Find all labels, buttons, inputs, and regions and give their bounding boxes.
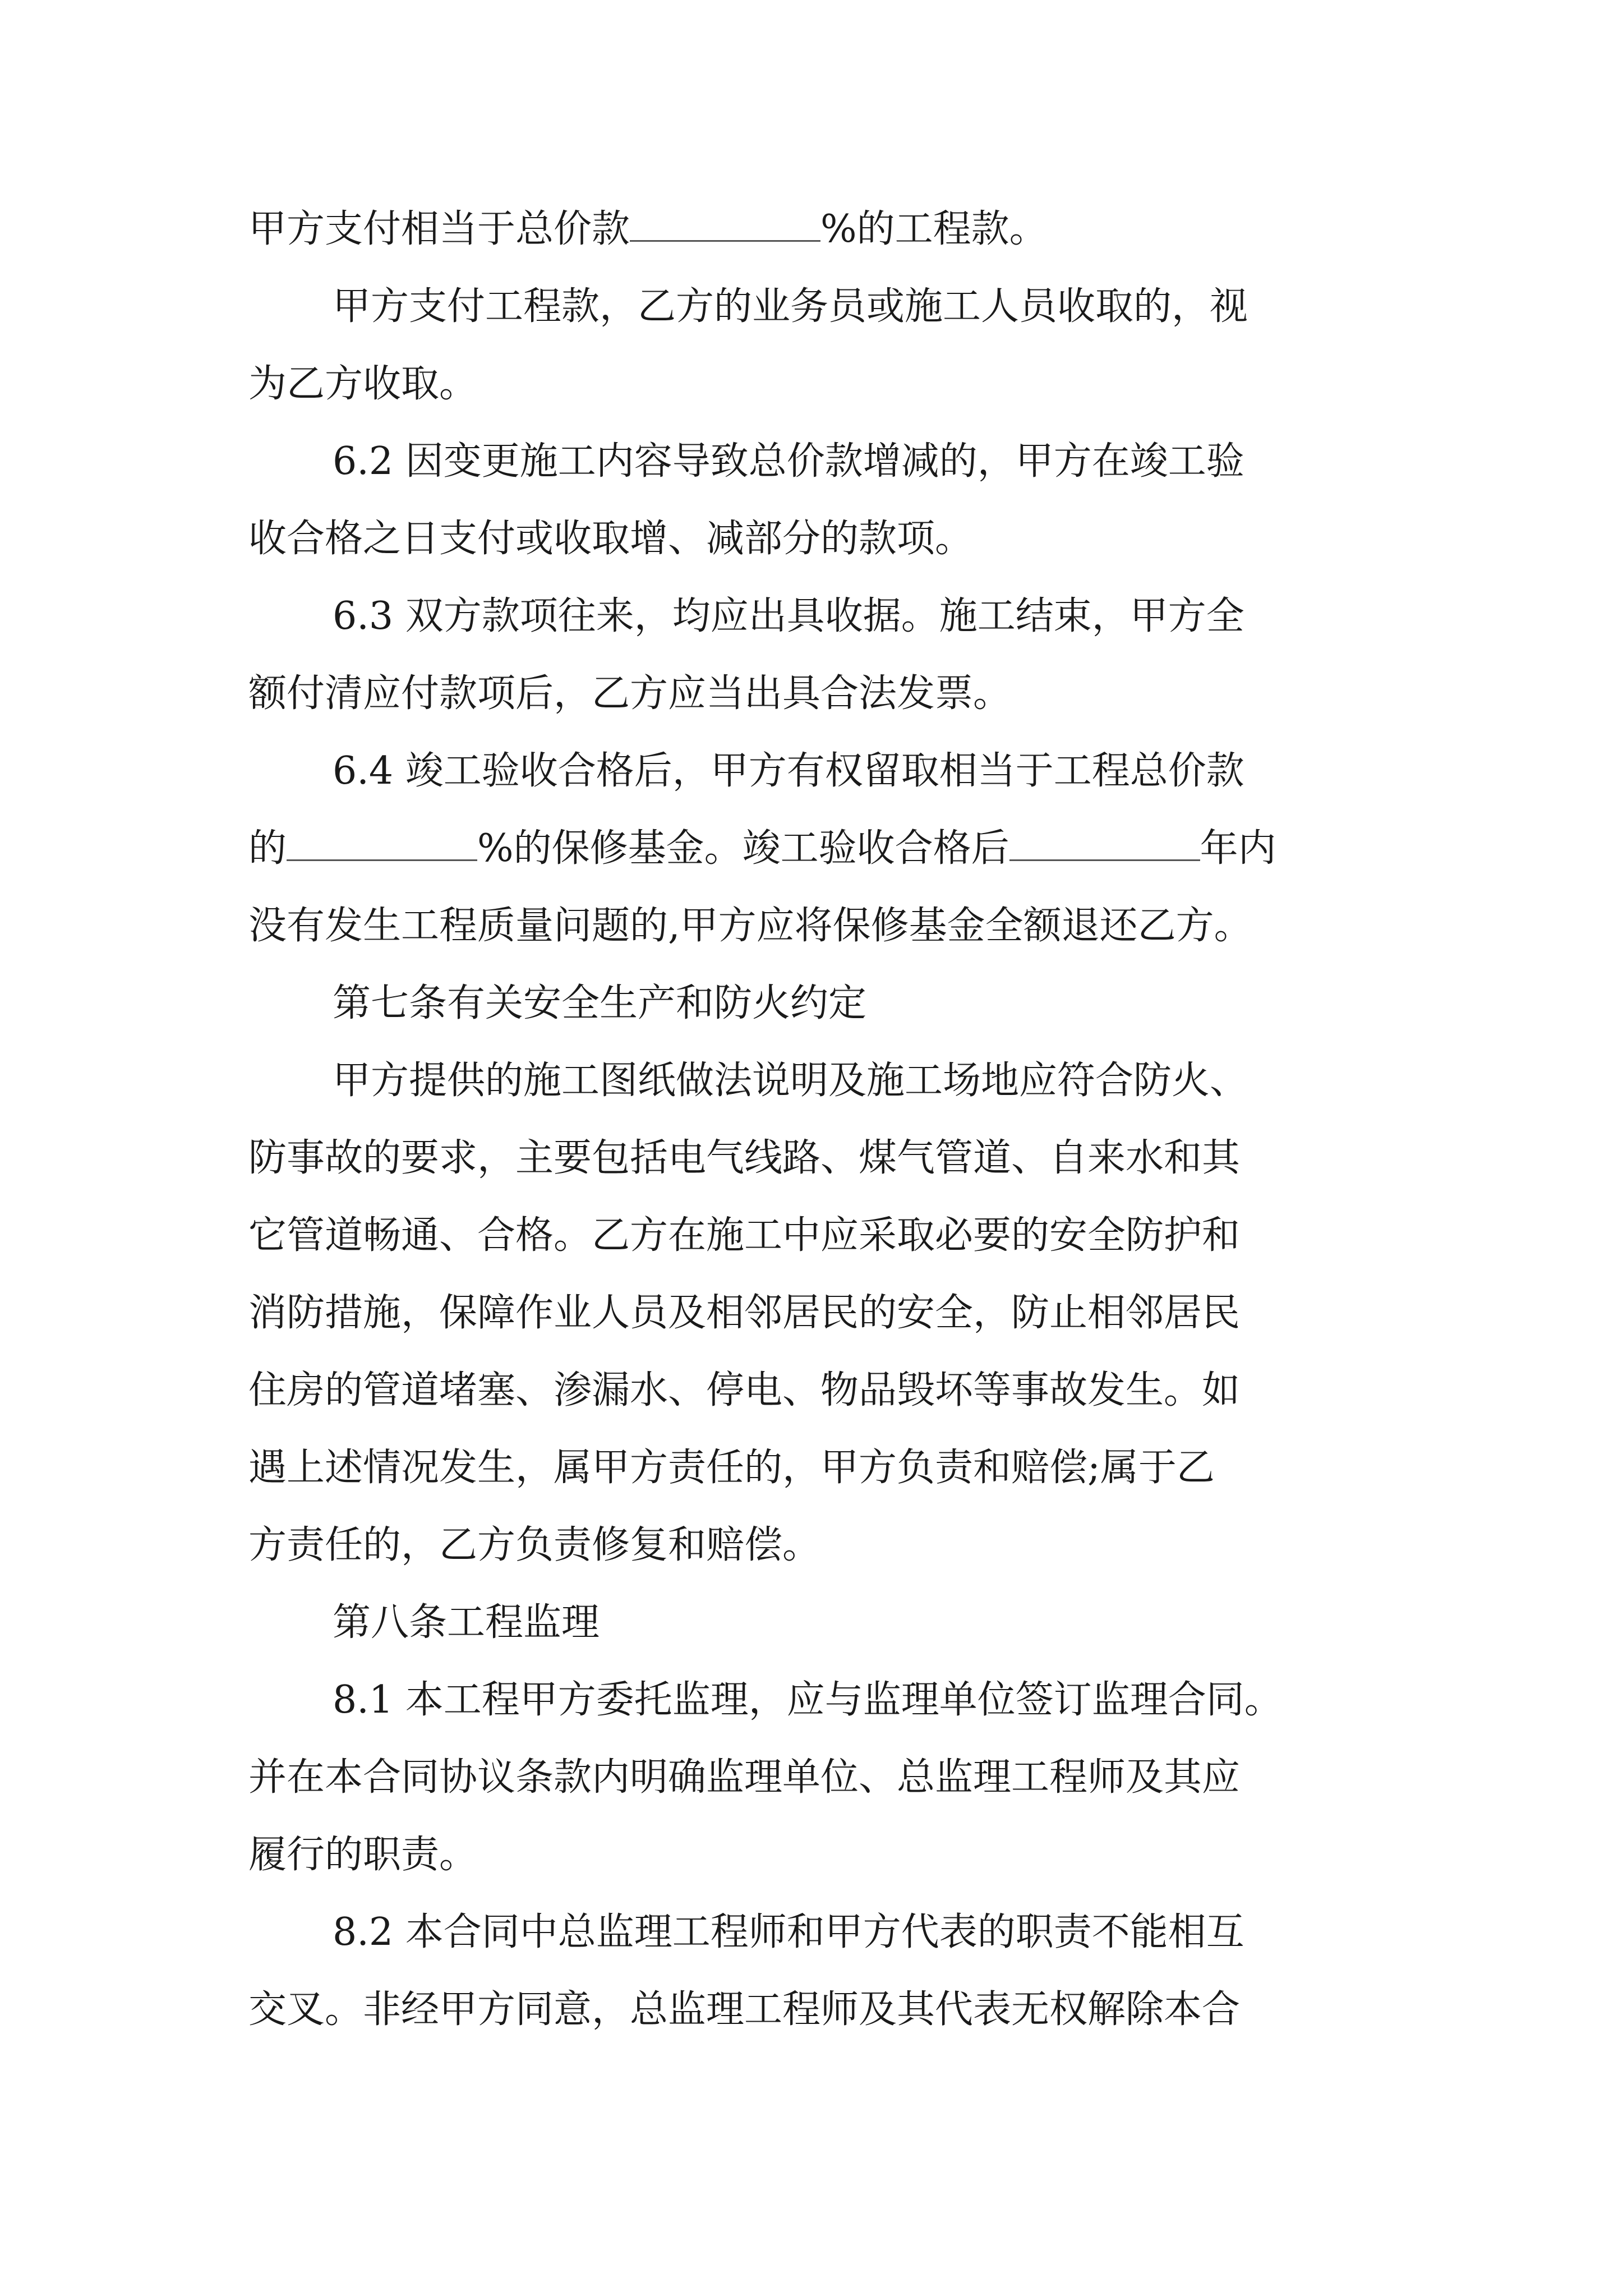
line-text: 额付清应付款项后，乙方应当出具合法发票。 bbox=[248, 671, 1012, 716]
line-text: 甲方提供的施工图纸做法说明及施工场地应符合防火、 bbox=[333, 1059, 1248, 1103]
paragraph-line bbox=[248, 500, 1376, 578]
paragraph-line bbox=[248, 346, 1376, 423]
line-text: 8.2 本合同中总监理工程师和甲方代表的职责不能相互 bbox=[333, 1910, 1244, 1954]
line-text: 8.1 本工程甲方委托监理，应与监理单位签订监理合同。 bbox=[333, 1678, 1283, 1722]
line-text: 住房的管道堵塞、渗漏水、停电、物品毁坏等事故发生。如 bbox=[248, 1368, 1241, 1412]
article-8-heading bbox=[248, 1584, 1376, 1662]
line-text: %的工程款。 bbox=[820, 207, 1048, 251]
line-text: 遇上述情况发生，属甲方责任的，甲方负责和赔偿;属于乙 bbox=[248, 1446, 1215, 1490]
clause-8-2-line bbox=[248, 1894, 1376, 1971]
paragraph-line bbox=[248, 1042, 1376, 1120]
line-text: 履行的职责。 bbox=[248, 1833, 478, 1877]
line-text: 消防措施，保障作业人员及相邻居民的安全，防止相邻居民 bbox=[248, 1291, 1241, 1335]
clause-6-3-line bbox=[248, 578, 1376, 655]
line-text: 它管道畅通、合格。乙方在施工中应采取必要的安全防护和 bbox=[248, 1213, 1241, 1258]
fill-in-blank bbox=[1009, 826, 1200, 861]
line-text: 防事故的要求，主要包括电气线路、煤气管道、自来水和其 bbox=[248, 1136, 1241, 1180]
line-text: 收合格之日支付或收取增、减部分的款项。 bbox=[248, 517, 974, 561]
line-text: 年内 bbox=[1200, 826, 1276, 871]
clause-6-2-line bbox=[248, 423, 1376, 500]
document-body bbox=[248, 191, 1376, 2049]
paragraph-line bbox=[248, 1197, 1376, 1274]
clause-6-4-line bbox=[248, 733, 1376, 810]
line-text: 6.3 双方款项往来，均应出具收据。施工结束，甲方全 bbox=[333, 594, 1244, 638]
heading-text: 第八条工程监理 bbox=[333, 1600, 600, 1645]
paragraph-line bbox=[248, 1507, 1376, 1584]
line-text: 的 bbox=[248, 826, 287, 871]
paragraph-line bbox=[248, 1971, 1376, 2049]
line-text: 没有发生工程质量问题的,甲方应将保修基金全额退还乙方。 bbox=[248, 904, 1252, 948]
paragraph-line bbox=[248, 655, 1376, 733]
fill-in-blank bbox=[630, 206, 820, 242]
line-text: 并在本合同协议条款内明确监理单位、总监理工程师及其应 bbox=[248, 1755, 1241, 1800]
fill-in-blank bbox=[287, 826, 477, 861]
paragraph-line bbox=[248, 191, 1376, 268]
paragraph-line bbox=[248, 810, 1376, 887]
paragraph-line bbox=[248, 887, 1376, 965]
paragraph-line bbox=[248, 268, 1376, 346]
paragraph-line bbox=[248, 1120, 1376, 1197]
paragraph-line bbox=[248, 1816, 1376, 1894]
line-text: 甲方支付工程款，乙方的业务员或施工人员收取的，视 bbox=[333, 284, 1248, 329]
paragraph-line bbox=[248, 1274, 1376, 1352]
article-7-heading bbox=[248, 965, 1376, 1042]
paragraph-line bbox=[248, 1352, 1376, 1429]
line-text: 6.4 竣工验收合格后，甲方有权留取相当于工程总价款 bbox=[333, 749, 1244, 793]
line-text: %的保修基金。竣工验收合格后 bbox=[477, 826, 1009, 871]
paragraph-line bbox=[248, 1739, 1376, 1816]
clause-8-1-line bbox=[248, 1662, 1376, 1739]
line-text: 交叉。非经甲方同意，总监理工程师及其代表无权解除本合 bbox=[248, 1987, 1241, 2032]
line-text: 甲方支付相当于总价款 bbox=[248, 207, 630, 251]
paragraph-line bbox=[248, 1429, 1376, 1507]
line-text: 6.2 因变更施工内容导致总价款增减的，甲方在竣工验 bbox=[333, 439, 1244, 484]
heading-text: 第七条有关安全生产和防火约定 bbox=[333, 981, 867, 1025]
line-text: 为乙方收取。 bbox=[248, 362, 478, 406]
line-text: 方责任的，乙方负责修复和赔偿。 bbox=[248, 1523, 821, 1567]
